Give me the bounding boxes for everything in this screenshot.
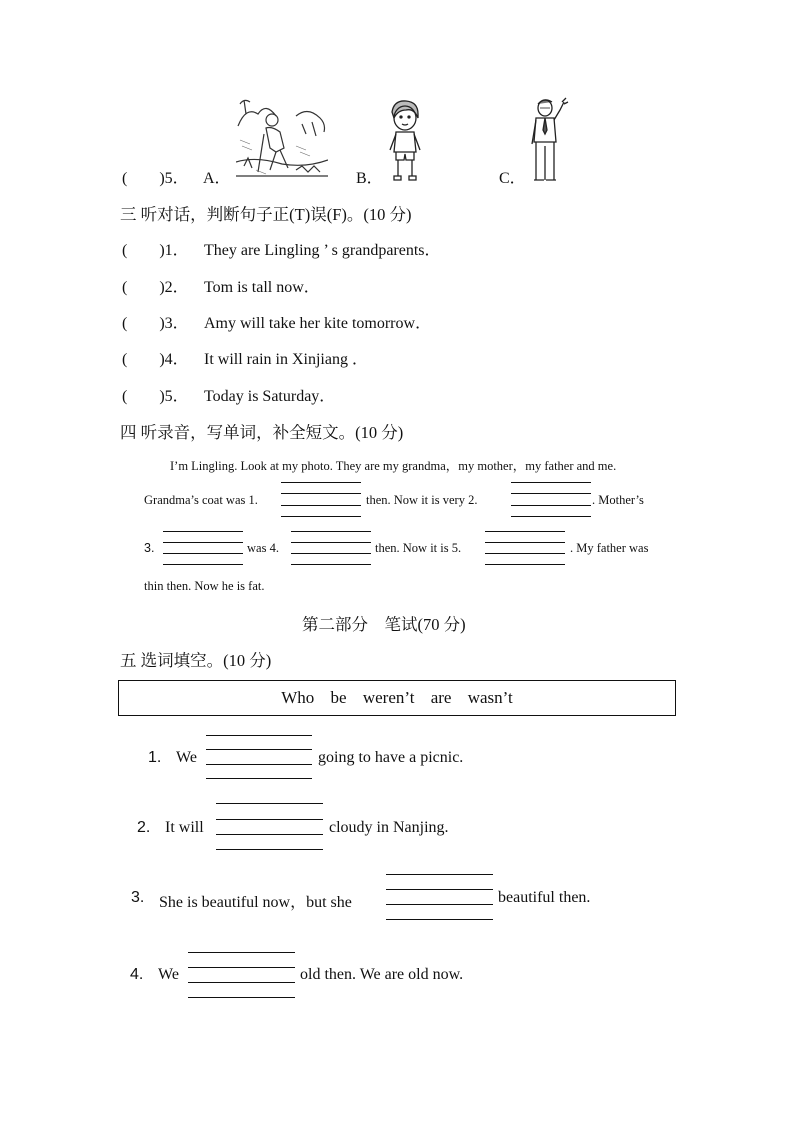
s5-blank2-mid (216, 819, 323, 820)
s5-blank2-answer[interactable] (216, 834, 323, 835)
s3-item2-number: ( )2． (122, 279, 189, 296)
blank-4-top (291, 531, 371, 532)
option-b-label: B． (356, 170, 383, 187)
s5-item2-number: 2. (137, 819, 151, 836)
s5-blank1-answer[interactable] (206, 764, 312, 765)
blank-1-bottom (281, 516, 361, 517)
s5-item2-before: It will (165, 819, 204, 836)
part2-title: 第二部分 笔试(70 分) (302, 615, 466, 634)
s5-blank4-answer[interactable] (188, 982, 295, 983)
s5-item3-after: beautiful then. (498, 889, 591, 906)
blank-2-bottom (511, 516, 591, 517)
blank-3-top (163, 531, 243, 532)
option-c-label: C． (499, 170, 526, 187)
blank-4-answer[interactable] (291, 553, 371, 554)
blank-2-top (511, 482, 591, 483)
s3-item4-text: It will rain in Xinjiang ． (204, 351, 368, 368)
s5-blank1-bottom (206, 778, 312, 779)
passage-line-1: I’m Lingling. Look at my photo. They are my grandma，my mother，my father and me. (170, 459, 617, 473)
s3-item3-number: ( )3． (122, 315, 189, 332)
s3-item1-text: They are Lingling ’ s grandparents． (204, 242, 441, 259)
s5-item1-after: going to have a picnic. (318, 749, 464, 766)
s5-blank4-bottom (188, 997, 295, 998)
blank-5-mid (485, 542, 565, 543)
passage-line-2b: then. Now it is very 2. (366, 493, 478, 507)
s5-blank4-mid (188, 967, 295, 968)
passage-line-3d: . My father was (570, 541, 649, 555)
option-a-label: A． (203, 170, 231, 187)
blank-5-top (485, 531, 565, 532)
old-man-walking-stick-picture (236, 96, 328, 182)
passage-line-2c: . Mother’s (592, 493, 644, 507)
blank-3-mid (163, 542, 243, 543)
s5-item4-after: old then. We are old now. (300, 966, 464, 983)
blank-5-bottom (485, 564, 565, 565)
s5-blank4-top (188, 952, 295, 953)
blank-1-answer[interactable] (281, 505, 361, 506)
section4-title: 四 听录音，写单词，补全短文。(10 分) (120, 423, 404, 442)
passage-line-3a: 3. (144, 541, 155, 555)
s3-item5-text: Today is Saturday． (204, 388, 336, 405)
s5-blank2-bottom (216, 849, 323, 850)
s3-item4-number: ( )4． (122, 351, 189, 368)
blank-4-bottom (291, 564, 371, 565)
q5-number: ( )5． (122, 170, 189, 187)
s5-blank3-bottom (386, 919, 493, 920)
s5-blank1-top (206, 735, 312, 736)
passage-line-4: thin then. Now he is fat. (144, 579, 265, 593)
boy-standing-picture (384, 98, 426, 184)
s5-item3-before: She is beautiful now，but she (159, 894, 352, 911)
section5-title: 五 选词填空。(10 分) (120, 651, 272, 670)
s5-item1-number: 1. (148, 749, 162, 766)
s5-blank1-mid (206, 749, 312, 750)
s5-blank3-answer[interactable] (386, 904, 493, 905)
blank-2-answer[interactable] (511, 505, 591, 506)
passage-line-3c: then. Now it is 5. (375, 541, 462, 555)
s3-item2-text: Tom is tall now． (204, 279, 320, 296)
s5-item2-after: cloudy in Nanjing. (329, 819, 449, 836)
s5-item4-before: We (158, 966, 179, 983)
man-waving-picture (526, 96, 570, 184)
section3-title: 三 听对话，判断句子正(T)误(F)。(10 分) (120, 205, 412, 224)
blank-2-mid (511, 493, 591, 494)
blank-3-bottom (163, 564, 243, 565)
s5-blank3-mid (386, 889, 493, 890)
s5-item1-before: We (176, 749, 197, 766)
s5-item3-number: 3. (131, 889, 145, 906)
s3-item5-number: ( )5． (122, 388, 189, 405)
blank-3-answer[interactable] (163, 553, 243, 554)
blank-4-mid (291, 542, 371, 543)
s5-blank3-top (386, 874, 493, 875)
word-bank-box: Who be weren’t are wasn’t (118, 680, 676, 716)
s3-item3-text: Amy will take her kite tomorrow． (204, 315, 432, 332)
passage-line-3b: was 4. (247, 541, 279, 555)
blank-1-top (281, 482, 361, 483)
blank-5-answer[interactable] (485, 553, 565, 554)
s5-blank2-top (216, 803, 323, 804)
passage-line-2a: Grandma’s coat was 1. (144, 493, 258, 507)
blank-1-mid (281, 493, 361, 494)
s3-item1-number: ( )1． (122, 242, 189, 259)
s5-item4-number: 4. (130, 966, 144, 983)
